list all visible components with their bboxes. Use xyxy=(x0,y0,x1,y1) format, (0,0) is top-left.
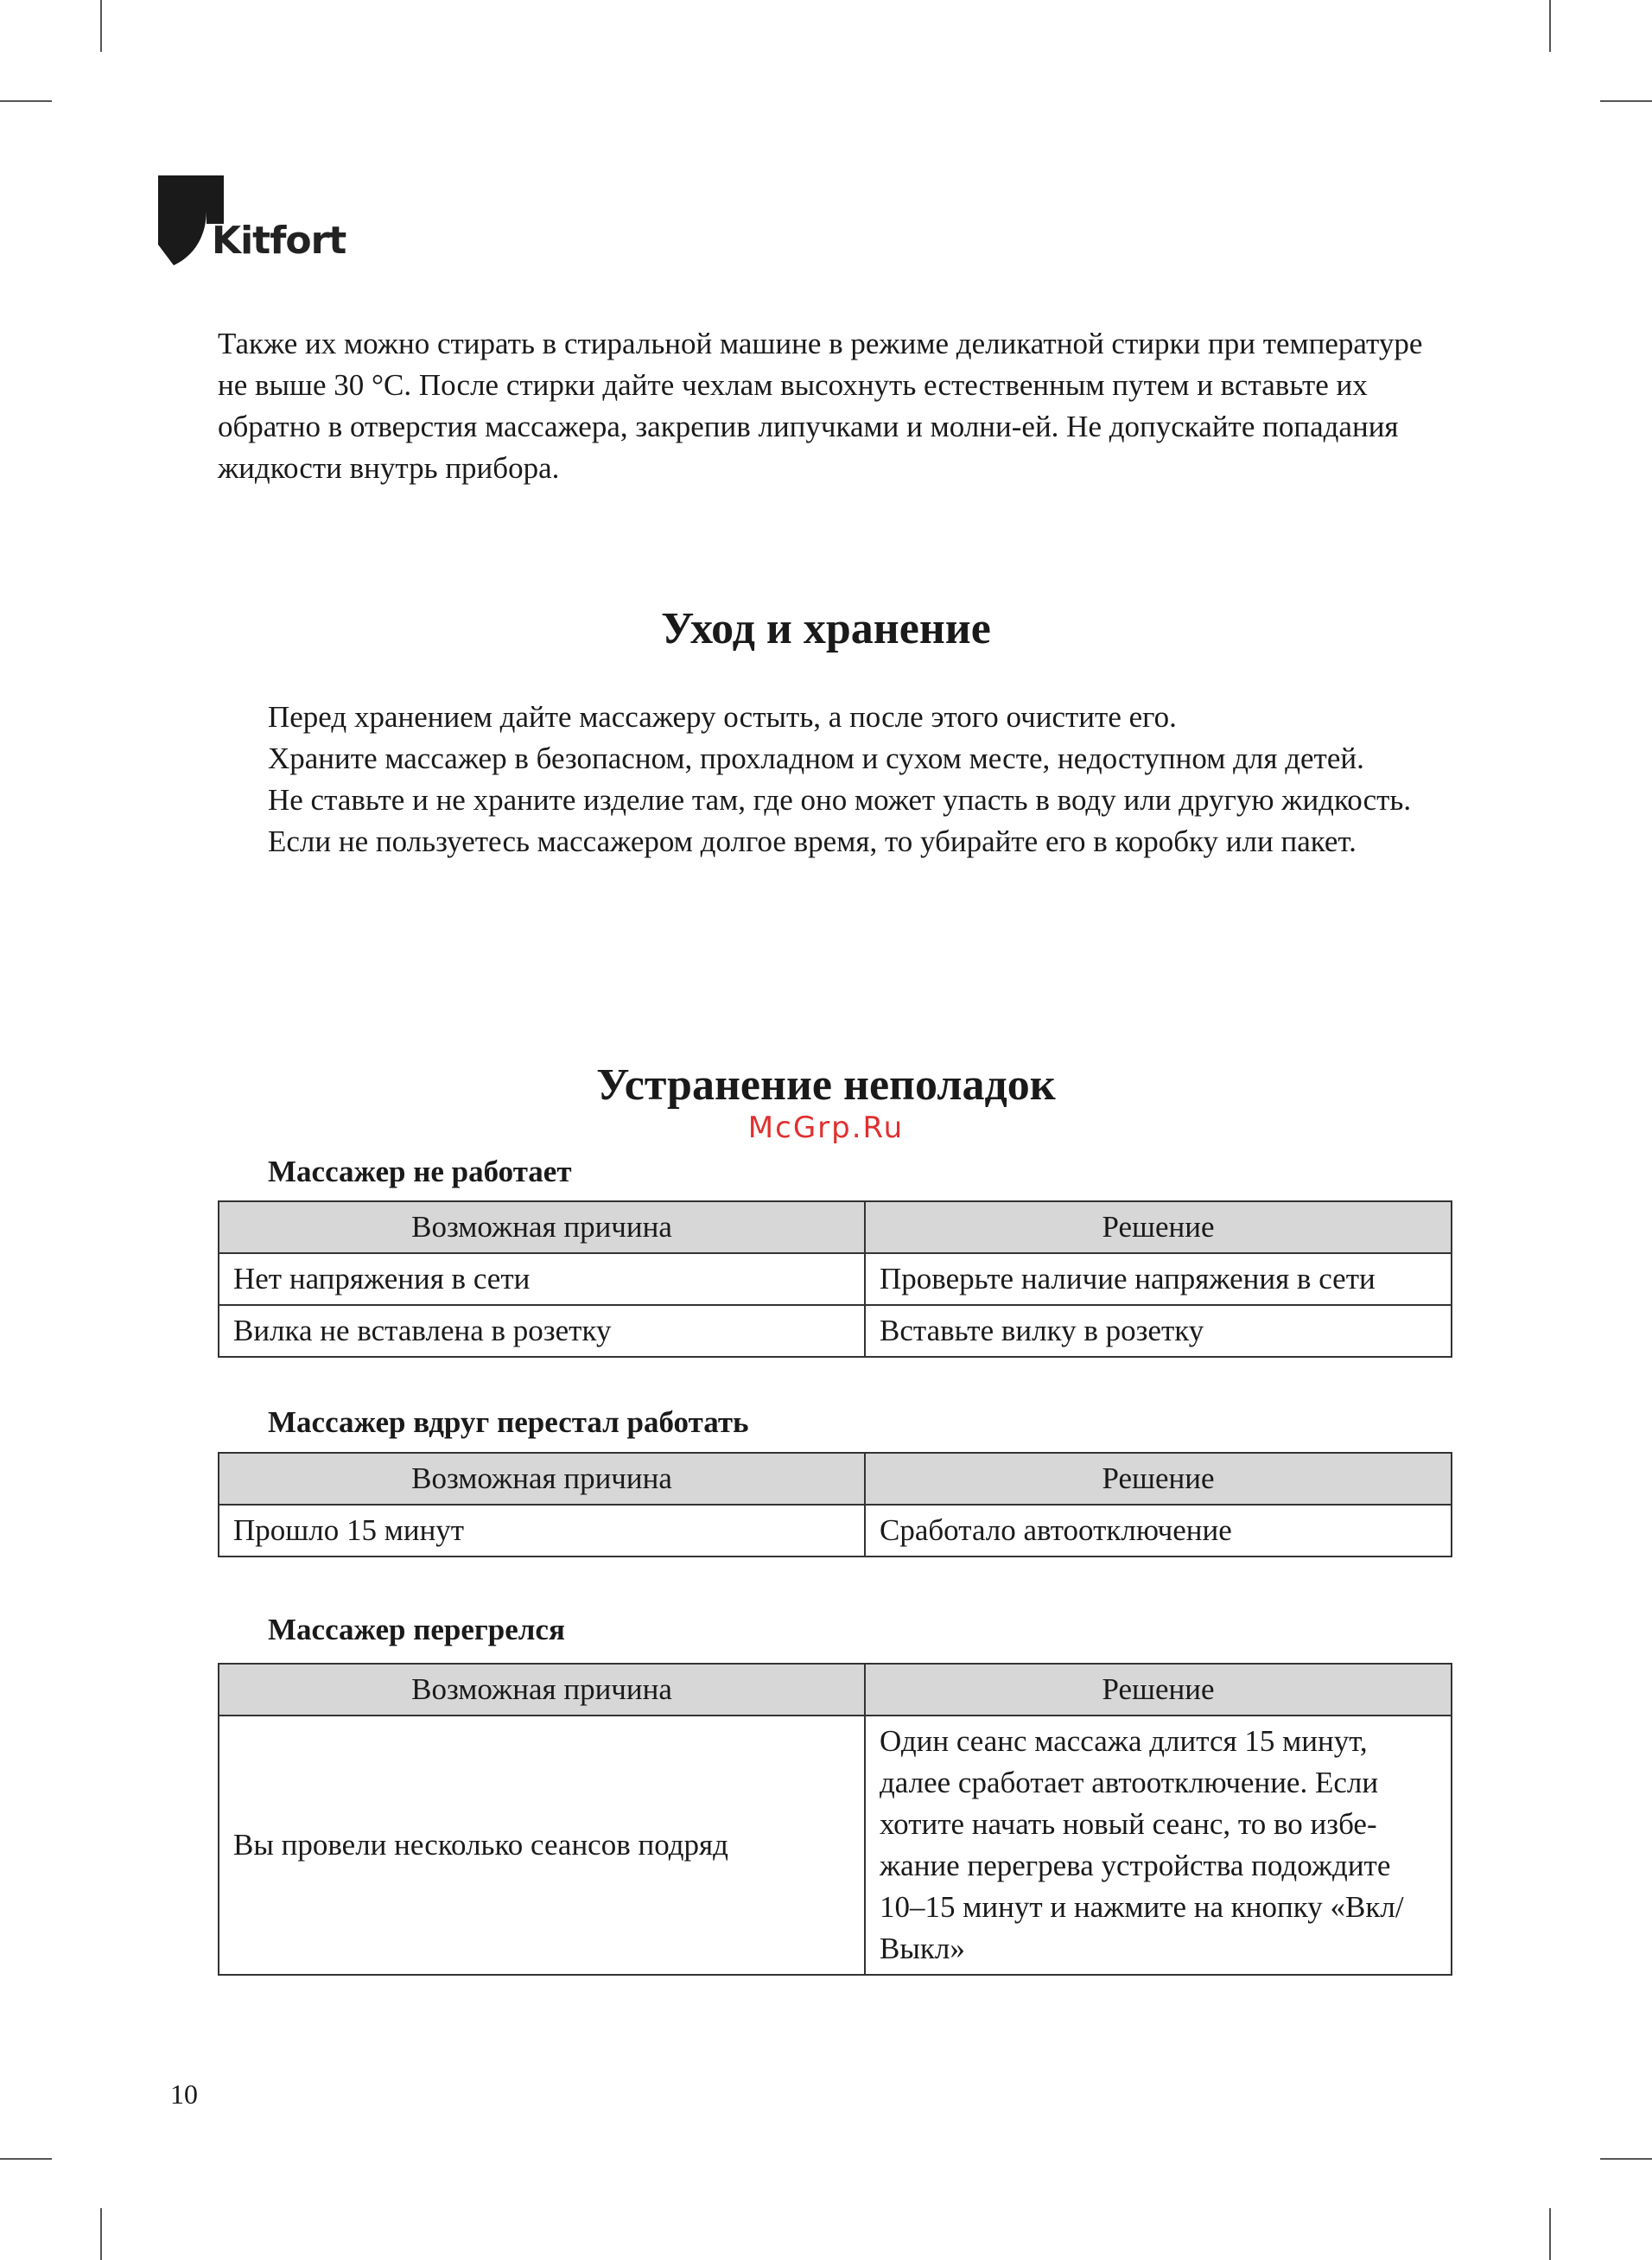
care-paragraph: Если не пользуетесь массажером долгое время, то убирайте его в коробку или пакет. xyxy=(268,824,1357,858)
kitfort-logo xyxy=(158,175,346,271)
column-header-solution: Решение xyxy=(865,1664,1452,1716)
care-paragraph: Не ставьте и не храните изделие там, где оно может упасть в воду или другую жидкость. xyxy=(268,783,1412,817)
crop-mark xyxy=(0,100,52,102)
cause-cell: Нет напряжения в сети xyxy=(219,1253,865,1305)
care-section xyxy=(218,697,1453,863)
cause-cell: Вы провели несколько сеансов подряд xyxy=(219,1716,865,1975)
table-row xyxy=(219,1305,1452,1357)
table-row xyxy=(219,1253,1452,1305)
troubleshooting-title: Устранение неполадок xyxy=(596,1060,1056,1110)
solution-cell: Проверьте наличие напряжения в сети xyxy=(865,1253,1452,1305)
crop-mark xyxy=(1549,0,1551,52)
page-number: 10 xyxy=(170,2079,198,2110)
table-header-row xyxy=(219,1664,1452,1716)
troubleshooting-table xyxy=(218,1200,1452,1358)
brand-name: Kitfort xyxy=(212,219,346,263)
care-paragraph: Перед хранением дайте массажеру остыть, а после этого очистите его. xyxy=(268,700,1177,734)
troubleshooting-table xyxy=(218,1663,1452,1976)
intro-paragraph: Также их можно стирать в стиральной машине в режиме деликатной стирки при температуре не выше 30 °C. После стирки дайте чехлам высохнуть естественным путем и вставьте их обратно в отверстия массажера, закрепив липучками и молни-ей. Не допускайте попадания жидкости внутрь прибора. xyxy=(218,327,1423,485)
column-header-cause: Возможная причина xyxy=(219,1664,865,1716)
solution-cell: Вставьте вилку в розетку xyxy=(865,1305,1452,1357)
watermark: McGrp.Ru xyxy=(747,1111,905,1145)
table-header-row xyxy=(219,1453,1452,1505)
section-heading: Массажер вдруг перестал работать xyxy=(268,1405,749,1439)
solution-cell: Сработало автоотключение xyxy=(865,1505,1452,1557)
crop-mark xyxy=(0,2158,52,2160)
column-header-solution: Решение xyxy=(865,1453,1452,1505)
crop-mark xyxy=(1600,2158,1652,2160)
crop-mark xyxy=(100,0,102,52)
section-heading: Массажер перегрелся xyxy=(268,1613,565,1646)
column-header-solution: Решение xyxy=(865,1201,1452,1253)
troubleshooting-table xyxy=(218,1452,1452,1557)
column-header-cause: Возможная причина xyxy=(219,1201,865,1253)
table-header-row xyxy=(219,1201,1452,1253)
care-title: Уход и хранение xyxy=(661,604,991,653)
intro-text xyxy=(218,323,1453,489)
cause-cell: Прошло 15 минут xyxy=(219,1505,865,1557)
care-paragraph: Храните массажер в безопасном, прохладном и сухом месте, недоступном для детей. xyxy=(268,742,1364,775)
solution-cell: Один сеанс массажа длится 15 минут, далее сработает автоотключение. Если хотите начать новый сеанс, то во избе-жание перегрева устройства подождите 10–15 минут и нажмите на кнопку «Вкл/Выкл» xyxy=(865,1716,1452,1975)
section-heading: Массажер не работает xyxy=(268,1155,572,1188)
cause-cell: Вилка не вставлена в розетку xyxy=(219,1305,865,1357)
table-row xyxy=(219,1505,1452,1557)
table-row xyxy=(219,1716,1452,1975)
column-header-cause: Возможная причина xyxy=(219,1453,865,1505)
crop-mark xyxy=(100,2208,102,2260)
crop-mark xyxy=(1600,100,1652,102)
crop-mark xyxy=(1549,2208,1551,2260)
